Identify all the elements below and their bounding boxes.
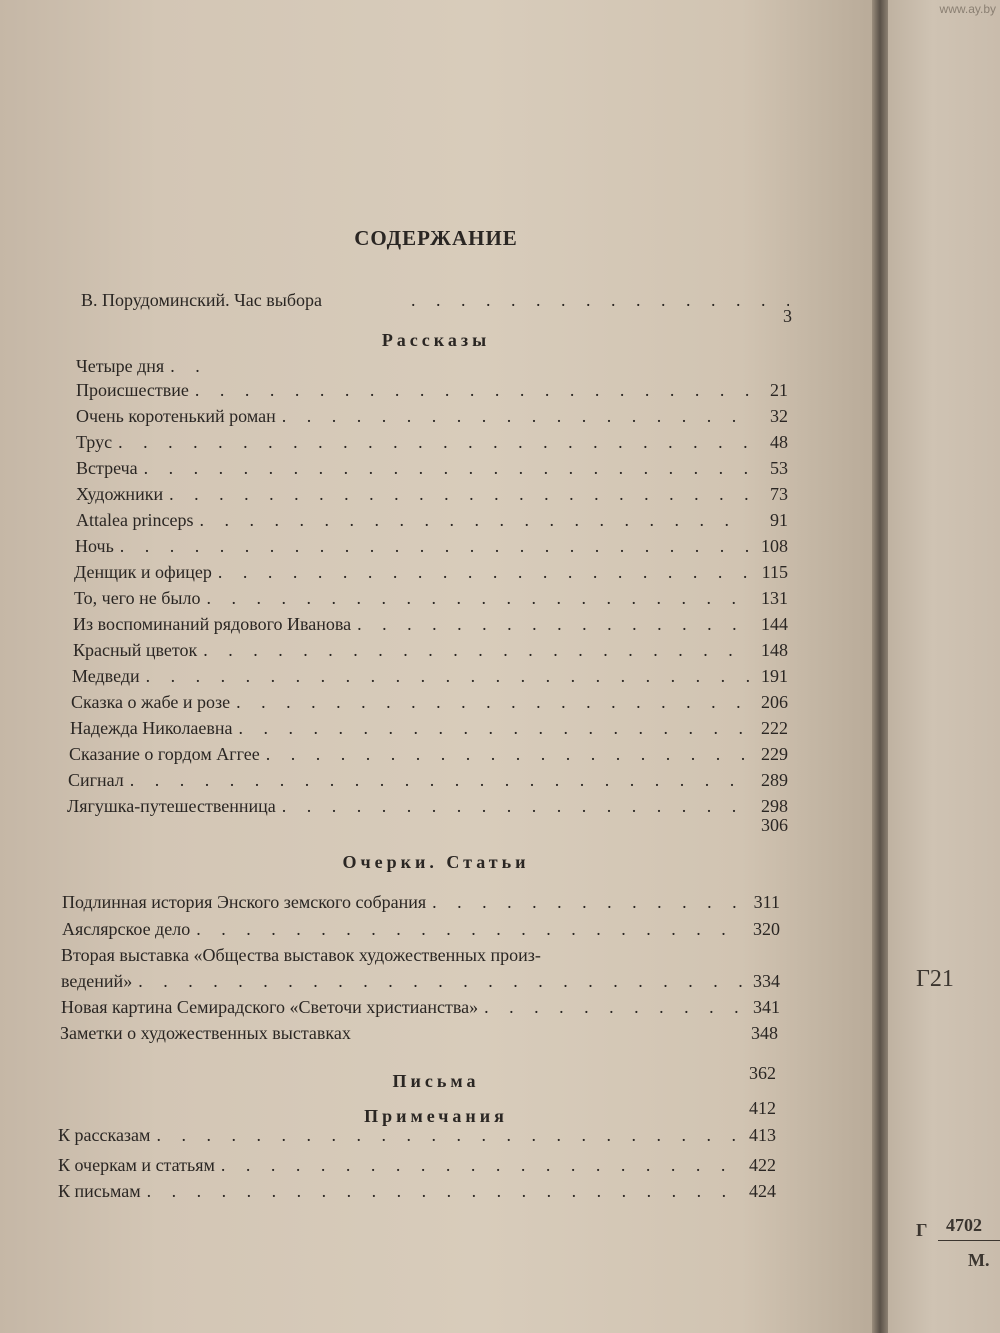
imprint-rule [938,1240,1000,1241]
toc-entry-title: Ночь [75,536,114,556]
toc-entry-page: 21 [770,380,788,400]
toc-entry [70,717,788,739]
toc-intro-page: 3 [783,306,792,326]
toc-entry [62,918,780,940]
toc-entry-title: То, чего не было [74,588,201,608]
toc-entry-page: 148 [761,640,788,660]
toc-entry [76,483,788,505]
toc-entry-title: К письмам [58,1181,141,1201]
toc-entry-title: Надежда Николаевна [70,718,233,738]
toc-entry-title: Из воспоминаний рядового Иванова [73,614,352,634]
toc-entry-page: 222 [761,718,788,738]
toc-entry-title-line1: Вторая выставка «Общества выставок художественных произ- [61,945,541,965]
right-page [888,0,1000,1333]
toc-entry-page: 115 [761,562,788,582]
toc-entry [58,1154,776,1176]
toc-entry-page: 348 [751,1023,778,1043]
toc-entry-page: 144 [761,614,788,634]
toc-entry-title: Подлинная история Энского земского собрания [62,892,427,912]
imprint-suffix: М. [968,1250,990,1270]
toc-entry-page: 424 [749,1181,776,1201]
toc-entry-page: 229 [761,744,788,764]
toc-entry [62,891,780,913]
toc-entry-title: Сигнал [68,770,124,790]
toc-entry-title: Происшествие [76,380,189,400]
toc-entry-page: 298 [761,796,788,816]
toc-entry-title: Сказание о гордом Аггее [69,744,260,764]
toc-entry-title: Денщик и офицер [74,562,212,582]
toc-entry [75,535,788,557]
toc-entry [74,587,788,609]
toc-entry-page: 48 [770,432,788,452]
toc-entry-page: 413 [749,1125,776,1145]
toc-entry [76,355,788,377]
page-title: СОДЕРЖАНИЕ [354,226,518,250]
toc-entry-title: Медведи [72,666,140,686]
toc-entry [73,639,788,661]
toc-entry-title: Сказка о жабе и розе [71,692,231,712]
toc-entry-page: 53 [770,458,788,478]
section-heading-letters: Письма [392,1071,480,1091]
toc-entry-title: Трус [76,432,113,452]
toc-entry [76,509,788,531]
toc-entry-title: Художники [76,484,164,504]
toc-entry [60,1022,778,1044]
toc-entry-title: Заметки о художественных выставках [60,1023,351,1043]
toc-entry-page: 289 [761,770,788,790]
toc-entry [76,405,788,427]
toc-entry-page: 32 [770,406,788,426]
toc-entry-title: Лягушка-путешественница [67,796,276,816]
toc-entry [61,996,780,1018]
section-heading-stories: Рассказы [381,330,491,350]
toc-entry-title: К рассказам [58,1125,151,1145]
section-heading-essays: Очерки. Статьи [342,852,530,872]
section-heading-notes: Примечания [364,1106,508,1126]
toc-intro-title: В. Порудоминский. Час выбора [81,290,323,310]
toc-entry-title: Очень коротенький роман [76,406,276,426]
toc-entry [76,431,788,453]
toc-entry-page: 108 [761,536,788,556]
toc-entry-page: 311 [753,892,780,912]
toc-entry-page: 422 [749,1155,776,1175]
toc-entry [68,769,788,791]
toc-intro-leader [405,289,795,311]
toc-entry-page: 73 [770,484,788,504]
toc-stories-last-page: 306 [761,815,788,835]
toc-entry-page: 341 [753,997,780,1017]
toc-entry [76,379,788,401]
toc-entry [58,1124,776,1146]
toc-entry-page: 131 [761,588,788,608]
toc-entry [71,691,788,713]
toc-entry-title-line2: ведений» [61,971,133,991]
toc-entry [76,457,788,479]
toc-entry [61,970,780,992]
toc-entry [58,1180,776,1202]
toc-entry-page: 334 [753,971,780,991]
toc-entry-title: Четыре дня [76,356,165,376]
watermark: www.ay.by [939,2,996,16]
toc-entry-page: 320 [753,919,780,939]
toc-entry-title: Attalea princeps [76,510,194,530]
classification-code: Г21 [916,966,954,992]
toc-entry-title: Новая картина Семирадского «Светочи христианства» [61,997,479,1017]
toc-entry-title: Аяслярское дело [62,919,191,939]
toc-entry-page: 191 [761,666,788,686]
imprint-number: 4702 [946,1215,982,1235]
toc-entry-page: 206 [761,692,788,712]
toc-entry-title: К очеркам и статьям [58,1155,215,1175]
toc-entry-title: Встреча [76,458,138,478]
toc-entry [72,665,788,687]
letters-page: 362 [749,1063,776,1083]
imprint-prefix: Г [916,1220,928,1240]
notes-page: 412 [749,1098,776,1118]
book-gutter [872,0,888,1333]
toc-entry-page: 91 [770,510,788,530]
toc-entry-title: Красный цветок [73,640,198,660]
toc-entry [73,613,788,635]
toc-entry [69,743,788,765]
toc-entry [74,561,788,583]
toc-entry [67,795,788,817]
